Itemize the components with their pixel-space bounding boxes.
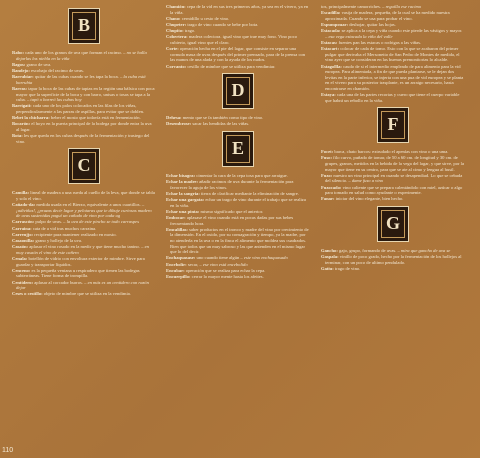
entry-definition: vasija de madera, pequeña, de la cual se ha medido nuestra aproximada. Cuando se usa para probar el vino.: [325, 10, 450, 21]
dictionary-entry: [321, 46, 465, 63]
entry-term: Ceses o cestillo:: [12, 291, 43, 297]
entry-definition: lineal de madera a una rueda al cuello de la leva, que donde se tabla y sola el vino.: [16, 190, 155, 201]
entry-definition: tapar la boca de las cubas de tapias en la región una bálsica con poca mayor que la superficie de la boca y con barro, unisas o tosas se tapa a la cuba. –: [16, 85, 155, 103]
dictionary-entry: [12, 244, 156, 255]
entry-definition: sacar las hendidas de las viñas.: [192, 121, 250, 127]
entry-term: Echar una gargata:: [166, 197, 205, 203]
entry-term: Cobertera:: [166, 34, 188, 40]
entry-definition: quitar de las cubas cuando se les tapa la boca. –: [34, 74, 123, 80]
entry-term: Escadilla:: [321, 10, 341, 16]
entry-definition: beber el mosto que todavía está en fermentación.: [50, 115, 141, 121]
entry-term: Bocarón:: [12, 121, 31, 127]
entry-definition: cerrar lo mayor mente hasta los afeites.: [191, 273, 264, 279]
dictionary-entry: [12, 291, 156, 297]
entry-term: Casaonilla:: [12, 237, 35, 243]
entry-term: Enchaquasase:: [166, 255, 196, 261]
entry-definition: tierra de clarificar mediante la eliminación de sangre.: [201, 190, 299, 196]
entries-d: [166, 115, 310, 127]
entry-definition: es la pequeña ventana u respiradero que tienen las bodegas subterráneas. Tiene forma de trompilla.: [16, 267, 140, 279]
dictionary-entry: [321, 149, 465, 155]
dictionary-entry: [166, 197, 310, 208]
dictionary-entry: [12, 62, 156, 68]
dictionary-entry: [166, 16, 310, 22]
dictionary-entry: [166, 179, 310, 190]
entry-term: Fuso:: [321, 155, 332, 161]
entry-term: Espumpouar:: [321, 21, 349, 27]
initial-letter-d: D: [222, 73, 254, 109]
entry-term: Bagos:: [12, 61, 26, 67]
entry-term: Gatiu:: [321, 265, 334, 271]
entry-term: Encuerpillo:: [166, 273, 191, 279]
entry-definition: iniciar del vino elegante, bien hecho.: [335, 196, 404, 202]
entry-term: Bebet la chicharra:: [12, 115, 50, 121]
entry-example: esa vega estacada la viña del valle: [328, 33, 393, 39]
dictionary-entry: [166, 274, 310, 280]
entry-definition: medida usada en el Bierzo, equivalente a unos cuartillos. –: [36, 202, 145, 208]
entry-term: Casaón:: [12, 244, 29, 250]
entries-g: [321, 248, 465, 272]
entry-term: Corvanto:: [166, 63, 187, 69]
initial-letter-b: B: [68, 8, 100, 44]
dictionary-entry: [166, 209, 310, 215]
dictionary-entry: [12, 103, 156, 114]
dictionary-entry: [12, 256, 156, 267]
entry-term: Fuzo:: [321, 172, 333, 178]
entry-term: Corte:: [166, 46, 179, 52]
entry-term: Barras:: [12, 85, 28, 91]
entry-definition: aplasar al corcador burros. –: [34, 279, 87, 285]
dictionary-entry: [166, 255, 310, 261]
entry-definition: fuentes pan las estacas o rodrigas a las viñas.: [338, 39, 422, 45]
entry-definition: gajo, grupo, formando de uvas. –: [339, 247, 400, 253]
entry-example: este vino enchaquasado: [243, 255, 288, 261]
dictionary-entry: [166, 28, 310, 34]
entries-b: [12, 50, 156, 144]
entry-term: Echar una pinta:: [166, 208, 200, 214]
entry-term: Bota:: [12, 133, 23, 139]
entry-definition: recipiente para mantener realizado en mosto.: [34, 231, 117, 237]
dictionary-entry: [12, 190, 156, 201]
entry-term: Estagollla:: [321, 63, 342, 69]
entry-definition: el hoyo en la puerta principal de la bodega por donde entra la uva al lagar.: [16, 121, 152, 132]
entry-term: Chupeter:: [166, 21, 187, 27]
entry-term: Carrascón:: [12, 219, 35, 225]
entry-definition: cada uno de los palos colocados en las filas de los viñas, perpendicularmente a las parras de aspillas, para evitar que se doblen.: [16, 103, 145, 114]
column-middle: [166, 4, 310, 280]
entry-term: Carraina:: [12, 225, 32, 231]
dictionary-entry: [166, 34, 310, 45]
dictionary-entry: [166, 115, 310, 121]
dictionary-entry: [166, 215, 310, 226]
dictionary-entry: [166, 268, 310, 274]
column-left: [12, 4, 156, 297]
entry-example: no se halla dejarlas los niebla en la viña: [16, 50, 147, 61]
dictionary-entry: [166, 4, 310, 15]
entry-term: Camilla:: [12, 190, 30, 196]
dictionary-entry: [166, 22, 310, 28]
dictionary-entry: [12, 226, 156, 232]
entry-definition: cepa de la vid en sus tres primeros años, ya sea en el vivero, ya en la viña.: [170, 4, 309, 15]
entry-term: Emcalillas:: [166, 226, 188, 232]
entries-e: [166, 173, 310, 280]
dictionary-entry: [166, 227, 310, 255]
dictionary-entry: [321, 64, 465, 92]
entry-example: tapó o barreó las cubas hoy: [30, 97, 82, 103]
entry-definition: tos, principalmente camorriches. –: [321, 4, 385, 9]
dictionary-entry: [12, 133, 156, 144]
entry-example: ¡adiviñas!, ¿pruzas decir lagar y pelotaras que te dibuje curiosos madero de uvas sustenidas paguí un cañado de vino por cada ug: [16, 207, 152, 219]
entries-es: [321, 4, 465, 103]
dictionary-entry: [12, 68, 156, 74]
dictionary-entry: [321, 185, 465, 196]
entry-definition: mismo significado que el anterior.: [200, 208, 264, 214]
dictionary-entry: [321, 155, 465, 172]
dictionary-entry: [12, 115, 156, 121]
entry-example: en más es un centidero con razón dejar: [16, 279, 149, 291]
entry-definition: aplasar el vino rosado en la medir y que tiene mucho tanino. –: [29, 244, 144, 250]
entry-term: Cenala:: [12, 255, 28, 261]
entry-term: Barrubiar:: [12, 74, 34, 80]
dictionary-entry: [12, 268, 156, 279]
entry-definition: uno cuando tiene algún –: [196, 255, 243, 261]
dictionary-entry: [321, 248, 465, 254]
entry-definition: les que queda en los cubas después de la fermentación y trasiego del vino.: [16, 133, 150, 144]
dictionary-entry: [321, 254, 465, 265]
entry-term: Centidero:: [12, 279, 34, 285]
initial-letter-f: F: [377, 107, 409, 143]
entry-term: Chamión:: [166, 4, 186, 9]
dictionary-entry: [166, 46, 310, 63]
dictionary-entry: [321, 92, 465, 103]
entry-term: Chano:: [166, 15, 181, 21]
dictionary-entry: [12, 238, 156, 244]
entry-term: Echar la madre:: [166, 179, 198, 185]
entry-term: Rabo:: [12, 50, 24, 55]
entry-definition: cesillo de mimbre que se utiliza para vendimiar.: [187, 63, 276, 69]
entry-definition: filo curvo, puñado de tomar, de 50 a 60 cm. de longitud y 30 cm. de grupes, granos, metidos en la bebida de la vega del lagar, y que sirve, por la mayor que tiene en su centro, para que se ate al cimo y lengua al husil.: [325, 155, 464, 172]
entry-definition: cernidillo u cesto de vino.: [181, 15, 230, 21]
entry-definition: echar un trago de vino durante el trabajo que se realiza en la viña.: [170, 197, 306, 208]
entry-example: reguilla ese racimo: [385, 4, 422, 9]
entry-term: Encubar:: [166, 267, 185, 273]
entry-term: Dehesa:: [166, 115, 182, 121]
entry-term: Cañado-da:: [12, 202, 36, 208]
entry-definition: trago de vino cuando se bebe por bota.: [187, 21, 259, 27]
entry-definition: operación que se realiza para echar la cepa.: [185, 267, 266, 273]
entry-term: Gancho:: [321, 247, 338, 253]
dictionary-entry: [321, 28, 465, 39]
dictionary-entry: [12, 202, 156, 219]
entry-term: Estacas:: [321, 39, 338, 45]
page-number: 110: [2, 447, 14, 454]
entry-definition: trago de vino.: [334, 265, 361, 271]
dictionary-entry: [321, 22, 465, 28]
entry-definition: cimentar la cara de la cepa tosa para que arraigue.: [196, 172, 288, 178]
entry-example: dame fuso a vino: [351, 178, 384, 184]
dictionary-entry: [321, 266, 465, 272]
dictionary-entry: [12, 86, 156, 103]
entry-definition: cata de a vid tras muchos carraina.: [32, 225, 97, 231]
entry-term: Fanar:: [321, 196, 335, 202]
entry-term: Estacart:: [321, 46, 340, 52]
entry-term: Estaya:: [321, 92, 336, 98]
dictionary-entry: [12, 219, 156, 225]
entry-term: Barrigati:: [12, 103, 32, 109]
entry-example: en muy casaón el vino de este cañero: [16, 244, 149, 255]
entry-definition: se aplica a la cepa y viña cuando este pierde las vástigos y mayor. –: [325, 28, 463, 39]
entry-example: ese vino está encebolido: [202, 261, 248, 267]
dictionary-entry: [321, 40, 465, 46]
entry-definition: grano de uva.: [26, 61, 52, 67]
entry-definition: madera colectora. igual vino que trae muy fono. Vino poco cubierto, igual vino que el claro.: [170, 34, 298, 45]
entry-definition: deshojar, quitar las hojas.: [349, 21, 396, 27]
entry-example: la cuba está barrubia: [16, 74, 146, 85]
entry-term: Carrenjjo:: [12, 231, 34, 237]
dictionary-entry: [12, 121, 156, 132]
dictionary-entry: [166, 121, 310, 127]
entry-definition: vino caliente que se prepara calentándolo con miel, azúcar o algo para tomado en salud como ayudante o experimente.: [325, 184, 463, 196]
entry-term: Fuzocado:: [321, 184, 342, 190]
entry-definition: secar, –: [187, 261, 202, 267]
entry-definition: saber productos en el tronco y madre del vino por crecimiento de la dimensión. En el oxido, por su consagración y tiempo, ya la madre, por no atenderla en la uva o en la finca el alimento que moldea sus cuadrados. Bien que todos que un muy sabroso y las que antenden en el mismo lugar que lo del decir.: [170, 226, 309, 255]
entry-term: Desembrose:: [166, 121, 192, 127]
entry-term: Cenceno:: [12, 267, 31, 273]
entry-term: Estacada:: [321, 28, 341, 34]
entry-definition: objeto de mimbre que se utiliza en la vendimia.: [43, 291, 131, 297]
initial-letter-c: C: [68, 148, 100, 184]
entry-example: mira que gancho de uva se: [400, 247, 451, 253]
entry-definition: colocar de cada de tomo. Esto con la que se acabaron del primer pulgar que derivaba el Mersonetto de San Pedro de Montes de medida, el vino ayer que se consideran en las buenas premonitorias lo alcalde.: [325, 46, 460, 63]
entry-definition: pulpo de uvas. –: [35, 219, 66, 225]
entry-definition: botellón de vidrio con envoltura exterior de mimbre. Sirve para guardar y transportar líquidos.: [16, 255, 145, 267]
column-right: [321, 4, 465, 272]
dictionary-entry: [12, 232, 156, 238]
entry-definition: caudo de si el intermedio empleado de para alimento para la vid europea. Para alimentada, a fin de que pueda plantarse, se le dejan dos levitas en la parte inferior, se injerta con una pua de vid europea y se planta en el vivero para su posterior trasplante, es un arraigo necesario, hasta encontrarse en chamión.: [325, 63, 464, 91]
dictionary-entry: [166, 64, 310, 70]
entry-definition: aplasase el vino cuando está en pocas dadas por sus bebes frecuentando hora.: [170, 215, 294, 226]
entry-term: Echar bisagra:: [166, 172, 196, 178]
entries-f: [321, 149, 465, 202]
entry-definition: grano y hollejo de la uva.: [35, 237, 83, 243]
entry-term: Chupito:: [166, 28, 184, 34]
entry-definition: barca, chato barcos: extrudado el apenías con vino o una uma.: [334, 149, 449, 155]
initial-letter-g: G: [377, 206, 409, 242]
dictionary-entry: [166, 191, 310, 197]
entry-definition: nuestro un vino principal en cuando se desapendiad. Lo que se cebada del silencio. –: [325, 172, 463, 184]
entry-term: Echar la sangría:: [166, 190, 200, 196]
entry-term: Embocar:: [166, 215, 186, 220]
dictionary-entry: [321, 173, 465, 184]
dictionary-entry: [12, 74, 156, 85]
entry-definition: escobajo del racimo de uvas.: [31, 67, 84, 73]
entry-definition: mento que se fa también como tipo de vino.: [182, 115, 264, 121]
entry-definition: cada uno de los granos de uva que forman el racimo. –: [25, 50, 126, 55]
dictionary-entry: [12, 50, 156, 61]
dictionary-entry: [12, 280, 156, 291]
entries-ch: [166, 4, 310, 69]
entry-term: Bandejo:: [12, 67, 30, 73]
entry-definition: trago.: [184, 28, 196, 34]
entry-term: Gaspala:: [321, 254, 339, 260]
entry-definition: cada una de las partes recortas y cuero que tiene el cuerpo variable que habrá un rebollo en la viña.: [325, 92, 460, 103]
dictionary-entry: [166, 173, 310, 179]
dictionary-entry: [166, 262, 310, 268]
dictionary-entry: [321, 196, 465, 202]
entry-definition: vinillo de poco grado, hecho por la fermentación de los hollejos al terminar, con un poco de ultimo pendulado.: [325, 254, 462, 265]
entry-definition: añadir racimos de uva durante la fermentación para favorecer la aguja de los vinos.: [170, 179, 294, 190]
entry-example: la uva de este pincho se todo carraspes: [66, 219, 139, 225]
dictionary-entry: [321, 4, 465, 10]
dictionary-entry: [321, 10, 465, 21]
entries-c: [12, 190, 156, 297]
entry-definition: operación hecha en el pie del lagar, que consiste en separar una cornuda masa de uvas después del primer prensado, para de la prensa con las manos de una alada y con la ayuda de los nudos.: [170, 46, 306, 63]
entry-term: Focet:: [321, 149, 334, 155]
initial-letter-e: E: [222, 131, 254, 167]
entry-term: Encebolir:: [166, 261, 187, 267]
